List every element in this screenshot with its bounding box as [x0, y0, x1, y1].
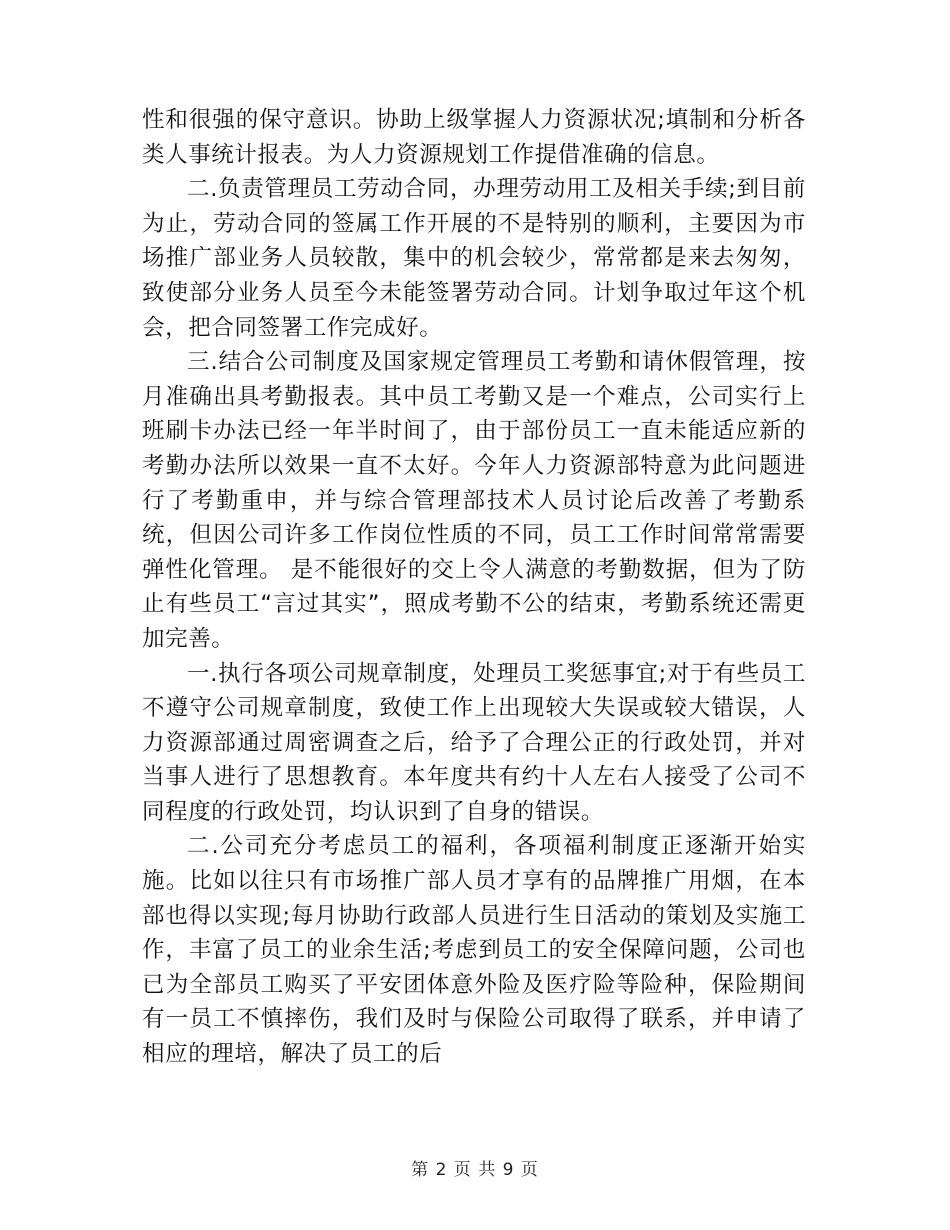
- document-body: [142, 103, 806, 1072]
- paragraph-attendance: 三.结合公司制度及国家规定管理员工考勤和请休假管理，按月准确出具考勤报表。其中员工考勤又是一个难点，公司实行上班刷卡办法已经一年半时间了，由于部份员工一直未能适应新的考勤办法所以效果一直不太好。今年人力资源部特意为此问题进行了考勤重申，并与综合管理部技术人员讨论后改善了考勤系统，但因公司许多工作岗位性质的不同，员工工作时间常常需要弹性化管理。 是不能很好的交上令人满意的考勤数据，但为了防止有些员工“言过其实”，照成考勤不公的结束，考勤系统还需更加完善。: [142, 349, 806, 652]
- paragraph-rules: 一.执行各项公司规章制度，处理员工奖惩事宜;对于有些员工不遵守公司规章制度，致使工作上出现较大失误或较大错误，人力资源部通过周密调查之后，给予了合理公正的行政处罚，并对当事人进行了思想教育。本年度共有约十人左右人接受了公司不同程度的行政处罚，均认识到了自身的错误。: [142, 660, 806, 825]
- paragraph-continuation: 性和很强的保守意识。协助上级掌握人力资源状况;填制和分析各类人事统计报表。为人力资源规划工作提借准确的信息。: [142, 107, 806, 168]
- paragraph-labor-contract: 二.负责管理员工劳动合同，办理劳动用工及相关手续;到目前为止，劳动合同的签属工作开展的不是特别的顺利，主要因为市场推广部业务人员较散，集中的机会较少，常常都是来去匆匆，致使部分业务人员至今未能签署劳动合同。计划争取过年这个机会，把合同签署工作完成好。: [142, 176, 806, 341]
- paragraph-welfare: 二.公司充分考虑员工的福利，各项福利制度正逐渐开始实施。比如以往只有市场推广部人员才享有的品牌推广用烟，在本部也得以实现;每月协助行政部人员进行生日活动的策划及实施工作，丰富了员工的业余生活;考虑到员工的安全保障问题，公司也已为全部员工购买了平安团体意外险及医疗险等险种，保险期间有一员工不慎摔伤，我们及时与保险公司取得了联系，并申请了相应的理培，解决了员工的后: [142, 833, 806, 1068]
- page-number-footer: 第 2 页 共 9 页: [411, 1160, 539, 1180]
